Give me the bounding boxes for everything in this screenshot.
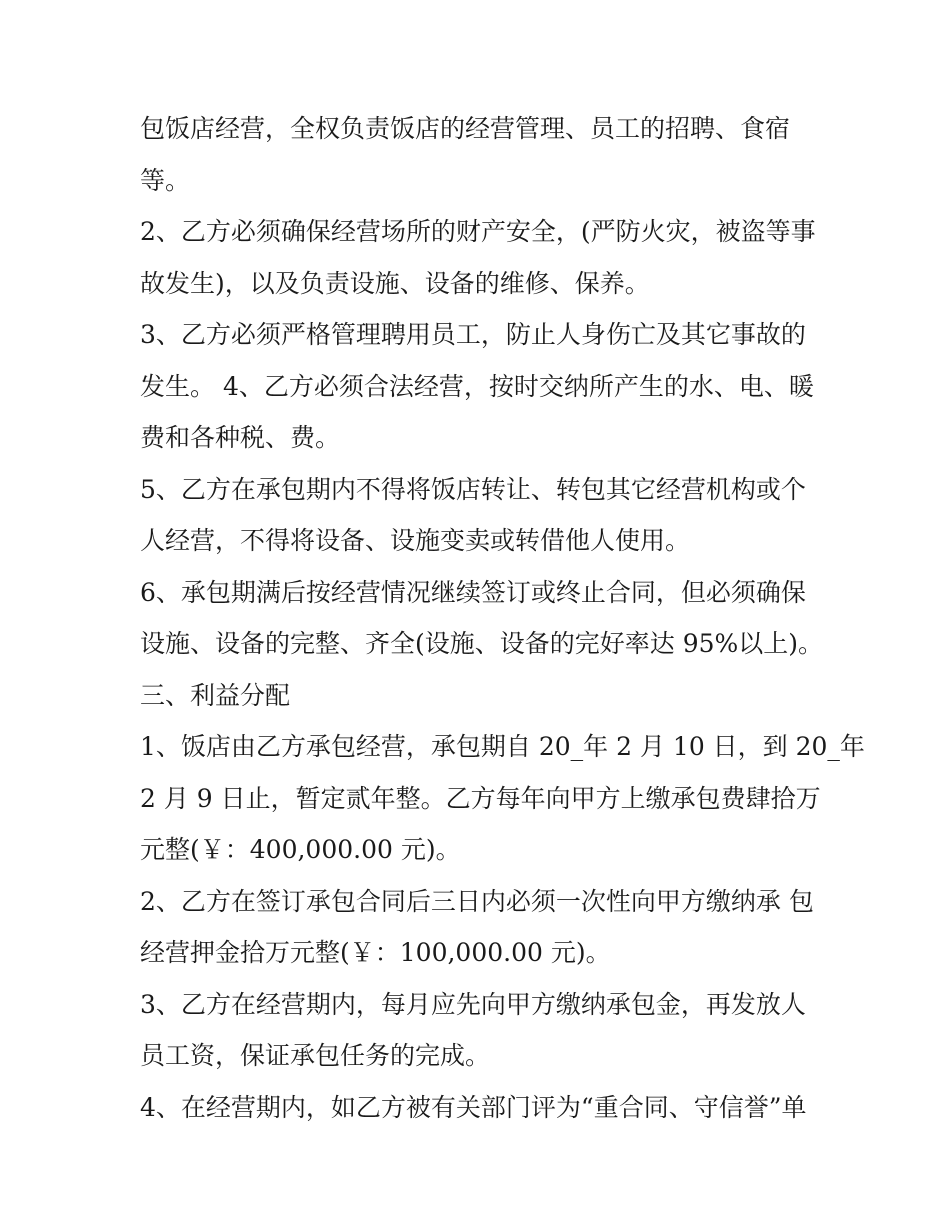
contract-body-text bbox=[140, 103, 865, 1133]
text-line: 3、乙方必须严格管理聘用员工，防止人身伤亡及其它事故的 bbox=[140, 320, 806, 349]
text-line: 设施、设备的完整、齐全(设施、设备的完好率达 95%以上)。 bbox=[140, 629, 824, 658]
text-line: 故发生)，以及负责设施、设备的维修、保养。 bbox=[140, 268, 650, 298]
text-line: 4、在经营期内，如乙方被有关部门评为“重合同、守信誉”单 bbox=[140, 1092, 807, 1122]
text-line: 经营押金拾万元整(￥：100,000.00 元)。 bbox=[140, 938, 611, 967]
text-line: 包饭店经营，全权负责饭店的经营管理、员工的招聘、食宿 bbox=[140, 114, 791, 143]
text-line: 元整(￥：400,000.00 元)。 bbox=[140, 835, 461, 864]
text-line: 人经营，不得将设备、设施变卖或转借他人使用。 bbox=[140, 526, 691, 555]
text-line: 2、乙方在签订承包合同后三日内必须一次性向甲方缴纳承 包 bbox=[140, 886, 814, 916]
text-line: 2 月 9 日止，暂定贰年整。乙方每年向甲方上缴承包费肆拾万 bbox=[140, 783, 821, 813]
section-heading: 三、利益分配 bbox=[140, 680, 291, 710]
text-line: 等。 bbox=[140, 165, 191, 195]
text-line: 6、承包期满后按经营情况继续签订或终止合同，但必须确保 bbox=[140, 577, 806, 607]
text-line: 费和各种税、费。 bbox=[140, 423, 341, 452]
text-line: 员工资，保证承包任务的完成。 bbox=[140, 1041, 491, 1070]
text-line: 2、乙方必须确保经营场所的财产安全，(严防火灾，被盗等事 bbox=[140, 217, 816, 246]
text-line: 1、饭店由乙方承包经营，承包期自 20_年 2 月 10 日，到 20_年 bbox=[140, 732, 865, 761]
text-line: 5、乙方在承包期内不得将饭店转让、转包其它经营机构或个 bbox=[140, 474, 806, 504]
text-line: 3、乙方在经营期内，每月应先向甲方缴纳承包金，再发放人 bbox=[140, 989, 806, 1019]
text-line: 发生。 4、乙方必须合法经营，按时交纳所产生的水、电、暖 bbox=[140, 371, 814, 401]
